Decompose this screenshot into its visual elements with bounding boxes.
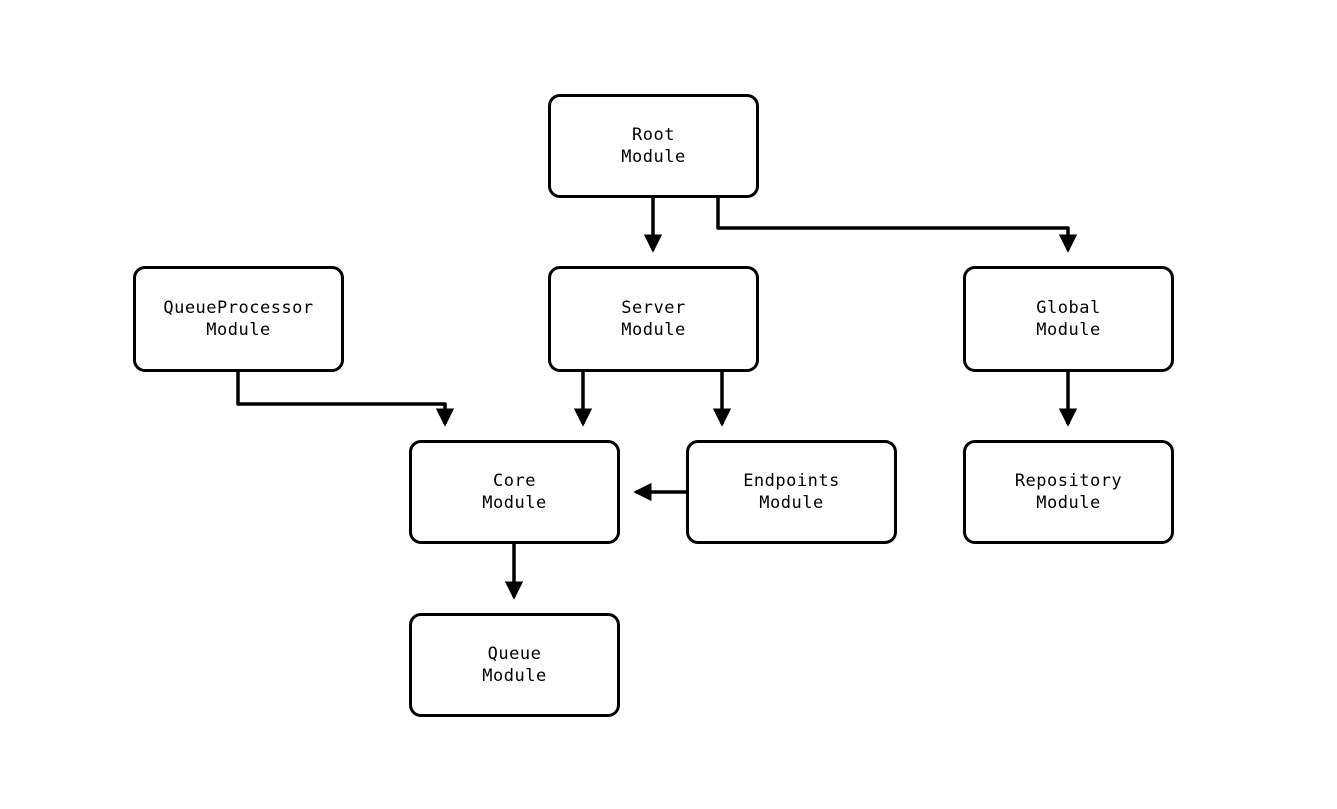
node-server-module[interactable] xyxy=(548,266,759,372)
node-label-line1: QueueProcessor xyxy=(163,298,314,318)
node-label-line2: Module xyxy=(1036,320,1101,340)
node-label-line1: Global xyxy=(1036,298,1101,318)
node-label-line1: Repository xyxy=(1014,471,1123,491)
node-label-line2: Module xyxy=(1036,493,1101,513)
edge-queueprocessor-to-core xyxy=(238,372,445,424)
node-queue-module[interactable] xyxy=(409,613,620,717)
node-label-line1: Root xyxy=(632,125,675,145)
node-label-line2: Module xyxy=(482,666,547,686)
edge-root-to-global xyxy=(718,198,1068,250)
node-label-line1: Server xyxy=(621,298,686,318)
node-label-line1: Core xyxy=(493,471,536,491)
node-label-line2: Module xyxy=(482,493,547,513)
node-label-line1: Queue xyxy=(487,644,542,664)
node-core-module[interactable] xyxy=(409,440,620,544)
node-label-line1: Endpoints xyxy=(743,471,840,491)
node-repository-module[interactable] xyxy=(963,440,1174,544)
node-label-line2: Module xyxy=(206,320,271,340)
node-label-line2: Module xyxy=(621,320,686,340)
node-global-module[interactable] xyxy=(963,266,1174,372)
node-root-module[interactable] xyxy=(548,94,759,198)
node-label-line2: Module xyxy=(759,493,824,513)
node-endpoints-module[interactable] xyxy=(686,440,897,544)
node-label-line2: Module xyxy=(621,147,686,167)
node-queueprocessor-module[interactable] xyxy=(133,266,344,372)
